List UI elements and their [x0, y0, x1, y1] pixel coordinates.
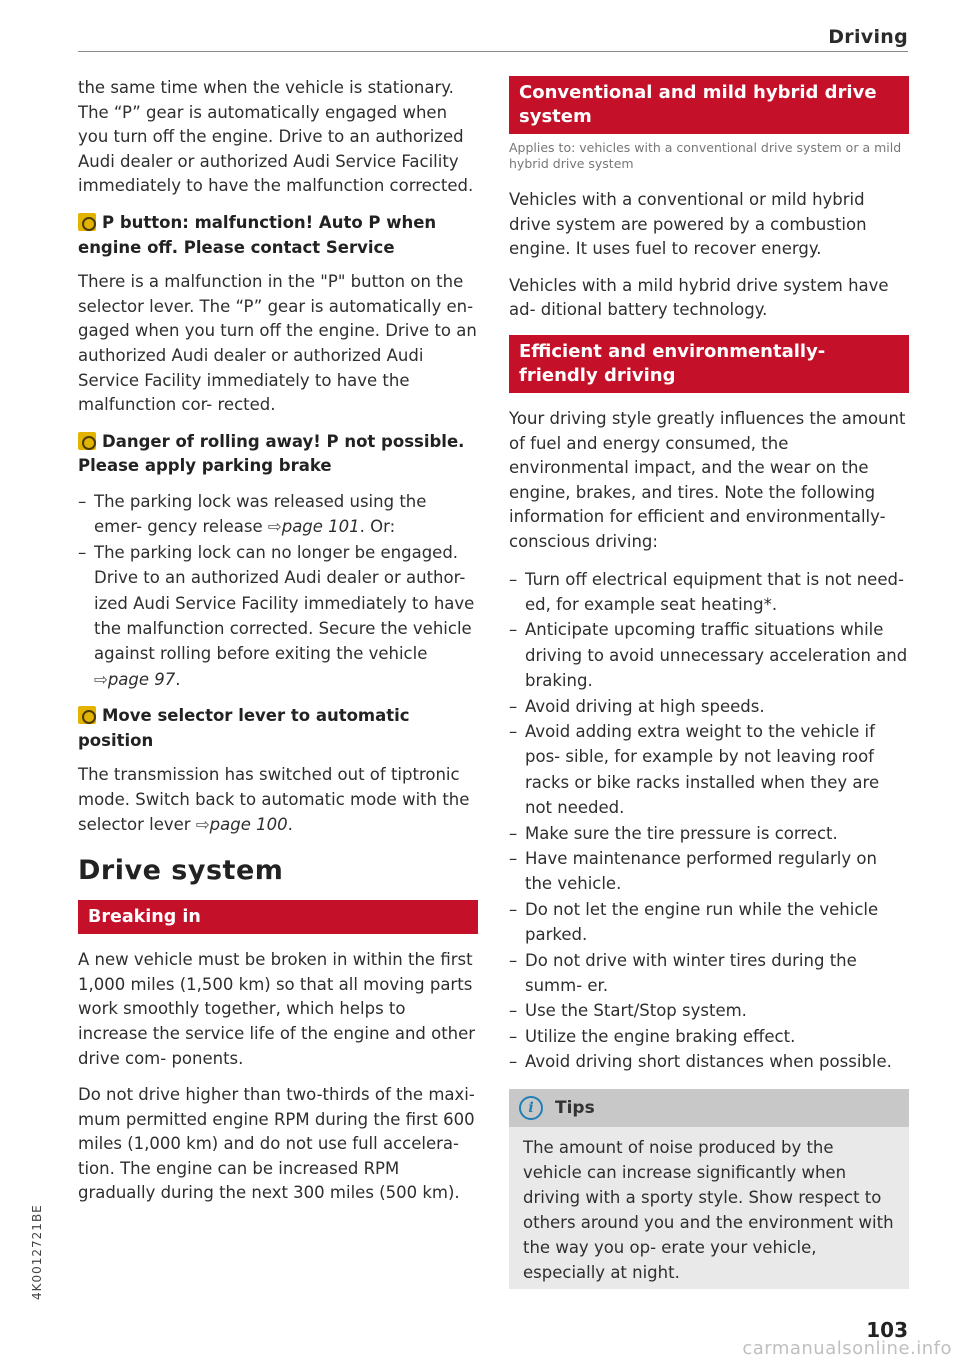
warning-heading-p-button: [78, 211, 478, 260]
warning-lamp-icon: [78, 706, 96, 724]
list-item: – Do not drive with winter tires during the summ- er.: [509, 948, 909, 999]
section-bar-conventional: Conventional and mild hybrid drive system: [509, 76, 909, 134]
intro-paragraph: the same time when the vehicle is stationary. The “P” gear is automatically engaged when you turn off the engine. Drive to an authorized Audi dealer or authorized Audi Service Facility immediately to have the malfunction corrected.: [78, 78, 474, 196]
warning-lamp-icon: [78, 213, 96, 231]
list-item-tail: .: [175, 669, 181, 689]
left-column: [78, 76, 478, 1218]
tips-body: The amount of noise produced by the vehicle can increase significantly when driving with a sporty style. Show respect to others around you and the environment with the way you op- erate your vehicle, especially at night.: [523, 1137, 894, 1282]
watermark: carmanualsonline.info: [742, 1338, 952, 1359]
list-item: – Avoid driving short distances when possible.: [509, 1049, 909, 1074]
right-column: [509, 76, 909, 1289]
warning-heading-rolling-away: [78, 430, 478, 479]
page-ref-link[interactable]: page 100: [209, 814, 288, 834]
list-item-text: The parking lock was released using the emer- gency release: [94, 491, 427, 537]
tips-header: [509, 1089, 909, 1127]
warning-title: P button: malfunction! Auto P when engine off. Please contact Service: [78, 212, 437, 257]
document-code: 4K0012721BE: [30, 1204, 44, 1300]
list-item: – Avoid adding extra weight to the vehicle if pos- sible, for example by not leaving roof racks or bike racks installed when they are not needed.: [509, 719, 909, 821]
applies-to-note: Applies to: vehicles with a conventional drive system or a mild hybrid drive system: [509, 140, 902, 171]
warning-body-text: The transmission has switched out of tiptronic mode. Switch back to automatic mode with the selector lever: [78, 765, 470, 834]
warning-heading-selector-lever: [78, 704, 478, 753]
list-item: – Do not let the engine run while the vehicle parked.: [509, 897, 909, 948]
list-item: – Utilize the engine braking effect.: [509, 1024, 909, 1049]
efficient-paragraph: Your driving style greatly influences the amount of fuel and energy consumed, the environmental impact, and the wear on the engine, brakes, and tires. Note the following information for efficient and environmentally-conscious driving:: [509, 408, 906, 551]
list-item: – Turn off electrical equipment that is not need- ed, for example seat heating*.: [509, 567, 909, 618]
list-item: – Avoid driving at high speeds.: [509, 694, 909, 719]
page-ref-link[interactable]: page 97: [107, 669, 176, 689]
conventional-paragraph-1: Vehicles with a conventional or mild hybrid drive system are powered by a combustion engine. It uses fuel to recover energy.: [509, 190, 867, 259]
warning-lamp-icon: [78, 432, 96, 450]
section-bar-breaking-in: Breaking in: [78, 900, 478, 934]
list-item-text: The parking lock can no longer be engaged. Drive to an authorized Audi dealer or author- ized Audi Service Facility immediately to have the malfunction corrected. Secure the vehicle against rolling before exiting the vehicle: [94, 542, 475, 664]
warning-body: There is a malfunction in the "P" button on the selector lever. The “P” gear is automatically en- gaged when you turn off the engine. Drive to an authorized Audi dealer or authorized Audi Service Facility immediately to have the malfunction cor- rected.: [78, 272, 477, 415]
efficient-list: [509, 567, 909, 1075]
list-item: – Make sure the tire pressure is correct.: [509, 821, 909, 846]
breaking-paragraph-1: A new vehicle must be broken in within the first 1,000 miles (1,500 km) so that all moving parts work smoothly together, which helps to increase the service life of the engine and other drive com- ponents.: [78, 950, 476, 1068]
warning-body: [78, 763, 478, 837]
page-arrow-icon: ⇨: [195, 814, 210, 834]
page-number: 103: [866, 1318, 908, 1342]
page-ref-link[interactable]: page 101: [281, 517, 360, 537]
warning-title: Danger of rolling away! P not possible. Please apply parking brake: [78, 431, 465, 476]
warning-body-tail: .: [287, 814, 293, 834]
section-title: Driving: [828, 26, 908, 48]
warning-title: Move selector lever to automatic position: [78, 706, 410, 750]
page-arrow-icon: ⇨: [94, 669, 108, 689]
list-item: – Use the Start/Stop system.: [509, 998, 909, 1023]
tips-label: Tips: [555, 1097, 595, 1118]
page-arrow-icon: ⇨: [267, 517, 282, 537]
list-item: – Anticipate upcoming traffic situations while driving to avoid unnecessary acceleration and braking.: [509, 617, 909, 693]
info-icon: i: [519, 1096, 543, 1120]
header-rule: [78, 51, 908, 52]
tips-box: [509, 1089, 909, 1289]
list-item-tail: . Or:: [359, 517, 396, 537]
breaking-paragraph-2: Do not drive higher than two-thirds of the maxi- mum permitted engine RPM during the first 600 miles (1,000 km) and do not use full accelera- tion. The engine can be increased RPM gradually during the next 300 miles (500 km).: [78, 1085, 475, 1203]
section-bar-efficient: Efficient and environmentally-friendly driving: [509, 335, 909, 393]
rolling-away-list: [78, 489, 478, 692]
list-item: [78, 540, 478, 692]
list-item: – Have maintenance performed regularly on the vehicle.: [509, 846, 909, 897]
list-item: [78, 489, 478, 540]
chapter-heading: Drive system: [78, 855, 284, 887]
conventional-paragraph-2: Vehicles with a mild hybrid drive system have ad- ditional battery technology.: [509, 275, 889, 320]
